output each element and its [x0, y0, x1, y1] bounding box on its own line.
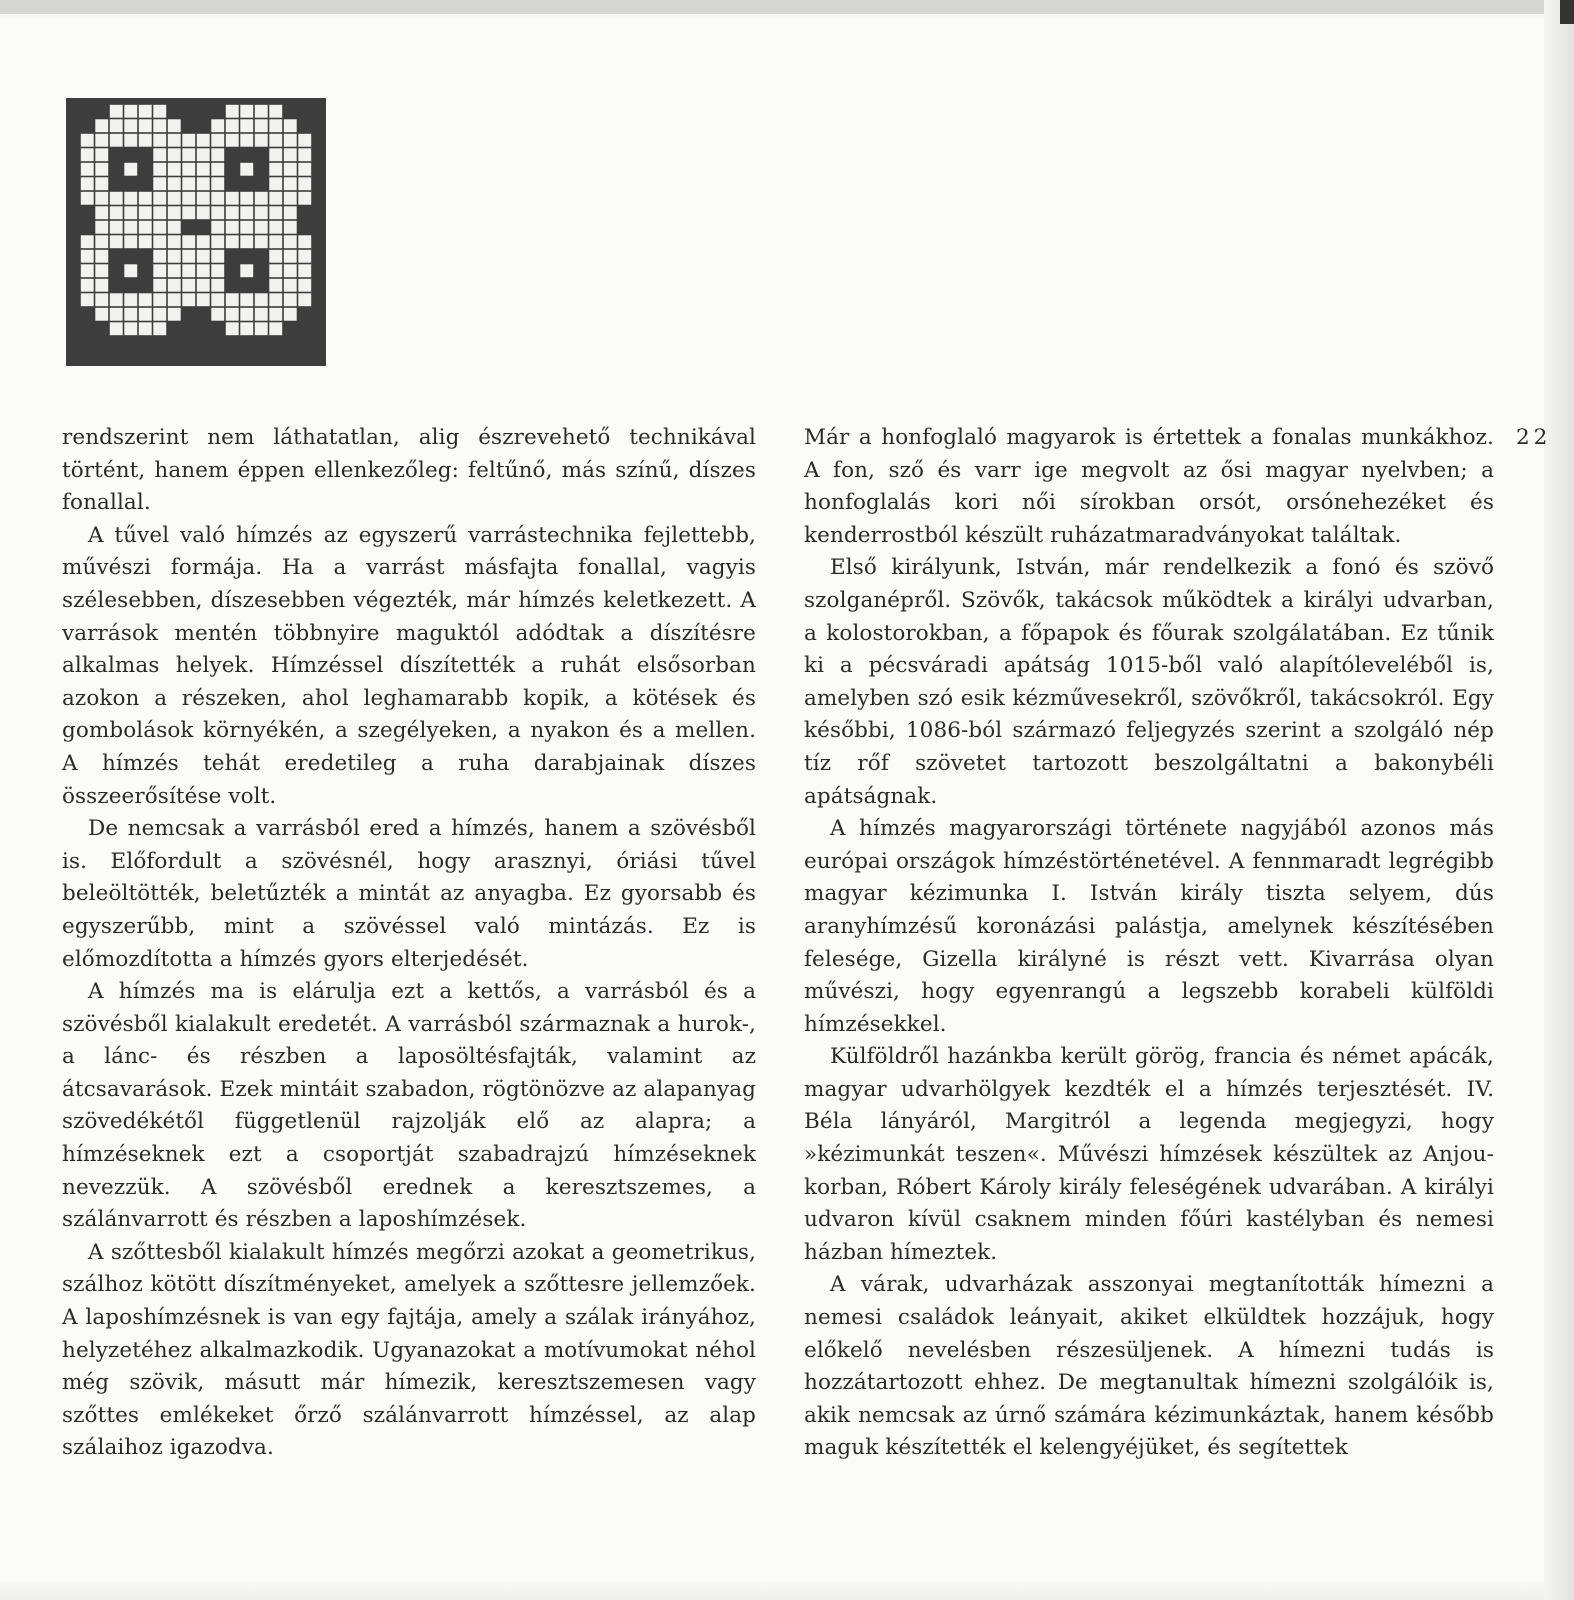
stitch-cell	[269, 192, 282, 205]
stitch-cell	[182, 264, 195, 277]
stitch-cell	[269, 279, 282, 292]
stitch-cell	[255, 293, 268, 306]
stitch-cell	[110, 293, 123, 306]
stitch-cell	[182, 250, 195, 263]
stitch-cell	[153, 308, 166, 321]
stitch-cell	[269, 163, 282, 176]
stitch-cell	[284, 308, 297, 321]
stitch-cell	[168, 250, 181, 263]
stitch-cell	[197, 235, 210, 248]
stitch-cell	[110, 105, 123, 118]
page-right-edge	[1544, 0, 1574, 1600]
stitch-cell	[240, 105, 253, 118]
stitch-cell	[269, 134, 282, 147]
stitch-cell	[110, 221, 123, 234]
stitch-cell	[95, 206, 108, 219]
stitch-cell	[197, 163, 210, 176]
stitch-cell	[110, 192, 123, 205]
stitch-cell	[298, 148, 311, 161]
stitch-cell	[284, 279, 297, 292]
stitch-cell	[255, 105, 268, 118]
stitch-cell	[269, 206, 282, 219]
stitch-cell	[269, 105, 282, 118]
paragraph: A hímzés ma is elárulja ezt a kettős, a varrásból és a szövésből kialakult eredetét. A varrásból származnak a hurok-, a lánc- és részben a laposöltésfajták, valamint az átcsavarások. Ezek mintáit szabadon, rögtönözve az alapanyag szövedékétől függetlenül rajzolják elő az alapra; a hímzéseknek ezt a csoportját szabadrajzú hímzéseknek nevezzük. A szövésből erednek a keresztszemes, a szálánvarrott és részben a laposhímzések.	[62, 979, 756, 1233]
stitch-cell	[139, 134, 152, 147]
stitch-cell	[95, 308, 108, 321]
stitch-cell	[81, 134, 94, 147]
stitch-cell	[139, 221, 152, 234]
stitch-cell	[182, 192, 195, 205]
stitch-cell	[110, 134, 123, 147]
stitch-cell	[255, 134, 268, 147]
stitch-cell	[139, 308, 152, 321]
stitch-cell	[240, 163, 253, 176]
stitch-cell	[81, 293, 94, 306]
stitch-cell	[211, 206, 224, 219]
stitch-cell	[182, 206, 195, 219]
stitch-cell	[153, 119, 166, 132]
stitch-cell	[153, 322, 166, 335]
stitch-cell	[182, 134, 195, 147]
stitch-cell	[269, 177, 282, 190]
stitch-cell	[197, 264, 210, 277]
stitch-cell	[153, 206, 166, 219]
stitch-cell	[139, 105, 152, 118]
stitch-cell	[182, 163, 195, 176]
stitch-cell	[81, 192, 94, 205]
stitch-cell	[298, 192, 311, 205]
stitch-cell	[168, 177, 181, 190]
stitch-cell	[240, 308, 253, 321]
stitch-cell	[168, 293, 181, 306]
stitch-cell	[168, 206, 181, 219]
stitch-cell	[95, 119, 108, 132]
stitch-cell	[240, 119, 253, 132]
stitch-cell	[298, 293, 311, 306]
paragraph: De nemcsak a varrásból ered a hímzés, hanem a szövésből is. Előfordult a szövésnél, hogy arasznyi, óriási tűvel beleöltötték, beletűzték a mintát az anyagba. Ez gyorsabb és egyszerűbb, mint a szövéssel való mintázás. Ez is előmozdította a hímzés gyors elterjedését.	[62, 816, 756, 972]
stitch-cell	[95, 221, 108, 234]
stitch-cell	[284, 264, 297, 277]
stitch-cell	[211, 119, 224, 132]
stitch-cell	[153, 221, 166, 234]
stitch-cell	[124, 293, 137, 306]
paragraph: A várak, udvarházak asszonyai megtanították hímezni a nemesi családok leányait, akiket elküldtek hozzájuk, hogy előkelő nevelésben részesüljenek. A hímezni tudás is hozzátartozott ehhez. De megtanultak hímezni szolgálóik is, akik nemcsak az úrnő számára kézimunkáztak, hanem később maguk készítették el kelengyéjüket, és segítettek	[804, 1272, 1494, 1461]
stitch-cell	[124, 235, 137, 248]
stitch-cell	[211, 192, 224, 205]
stitch-cell	[168, 221, 181, 234]
stitch-cell	[197, 148, 210, 161]
stitch-cell	[153, 235, 166, 248]
stitch-cell	[168, 119, 181, 132]
stitch-cell	[211, 221, 224, 234]
stitch-cell	[255, 308, 268, 321]
stitch-cell	[284, 119, 297, 132]
stitch-cell	[168, 163, 181, 176]
stitch-cell	[240, 206, 253, 219]
stitch-cell	[168, 134, 181, 147]
stitch-cell	[211, 279, 224, 292]
stitch-cell	[168, 279, 181, 292]
stitch-cell	[240, 235, 253, 248]
stitch-cell	[240, 192, 253, 205]
stitch-cell	[95, 192, 108, 205]
stitch-cell	[284, 235, 297, 248]
stitch-cell	[81, 264, 94, 277]
paragraph: Már a honfoglaló magyarok is értettek a fonalas munkákhoz. A fon, sző és varr ige megvolt az ősi magyar nyelvben; a honfoglalás kori női sírokban orsót, orsónehezéket és kenderrostból készült ruházatmaradványokat találtak.	[804, 425, 1494, 548]
stitch-cell	[226, 221, 239, 234]
stitch-cell	[226, 308, 239, 321]
stitch-cell	[81, 148, 94, 161]
stitch-cell	[240, 293, 253, 306]
stitch-cell	[124, 322, 137, 335]
stitch-cell	[226, 105, 239, 118]
stitch-cell	[211, 148, 224, 161]
stitch-cell	[269, 322, 282, 335]
stitch-cell	[95, 279, 108, 292]
left-text-column	[62, 422, 756, 1465]
stitch-cell	[255, 192, 268, 205]
stitch-cell	[226, 206, 239, 219]
stitch-cell	[153, 177, 166, 190]
stitch-cell	[168, 192, 181, 205]
stitch-cell	[168, 264, 181, 277]
stitch-cell	[255, 221, 268, 234]
stitch-cell	[211, 134, 224, 147]
page-top-edge	[0, 0, 1574, 14]
stitch-cell	[226, 192, 239, 205]
paragraph: A hímzés magyarországi története nagyjából azonos más európai országok hímzéstörténetével. A fennmaradt legrégibb magyar kézimunka I. István király tiszta selyem, dús aranyhímzésű koronázási palástja, amelynek készítésében felesége, Gizella királyné is részt vett. Kivarrása olyan művészi, hogy egyenrangú a legszebb korabeli külföldi hímzésekkel.	[804, 816, 1494, 1037]
stitch-cell	[153, 192, 166, 205]
cross-stitch-monogram-icon	[66, 98, 326, 366]
stitch-cell	[197, 293, 210, 306]
stitch-cell	[81, 279, 94, 292]
stitch-cell	[211, 177, 224, 190]
stitch-cell	[95, 134, 108, 147]
stitch-cell	[269, 148, 282, 161]
stitch-cell	[255, 235, 268, 248]
stitch-cell	[139, 119, 152, 132]
page-number: 22	[1516, 425, 1552, 450]
stitch-cell	[153, 148, 166, 161]
stitch-cell	[153, 250, 166, 263]
stitch-cell	[124, 308, 137, 321]
stitch-cell	[284, 250, 297, 263]
stitch-cell	[95, 163, 108, 176]
stitch-cell	[269, 264, 282, 277]
stitch-cell	[211, 293, 224, 306]
stitch-cell	[168, 308, 181, 321]
stitch-cell	[153, 264, 166, 277]
stitch-cell	[298, 264, 311, 277]
stitch-cell	[284, 192, 297, 205]
paragraph: rendszerint nem láthatatlan, alig észrevehető technikával történt, hanem éppen ellenkezőleg: feltűnő, más színű, díszes fonallal.	[62, 425, 756, 516]
stitch-cell	[226, 119, 239, 132]
stitch-cell	[110, 308, 123, 321]
stitch-cell	[182, 235, 195, 248]
paragraph: A tűvel való hímzés az egyszerű varrástechnika fejlettebb, művészi formája. Ha a varrást másfajta fonallal, vagyis szélesebben, díszesebben végezték, már hímzés keletkezett. A varrások mentén többnyire maguktól adódtak a díszítésre alkalmas helyek. Hímzéssel díszítették a ruhát elsősorban azokon a részeken, ahol leghamarabb kopik, a kötések és gombolások környékén, a szegélyeken, a nyakon és a mellen. A hímzés tehát eredetileg a ruha darabjainak díszes összeerősítése volt.	[62, 522, 756, 809]
stitch-cell	[226, 235, 239, 248]
stitch-cell	[124, 221, 137, 234]
stitch-cell	[182, 293, 195, 306]
stitch-cell	[211, 308, 224, 321]
stitch-cell	[95, 264, 108, 277]
stitch-cell	[240, 134, 253, 147]
stitch-cell	[240, 264, 253, 277]
paragraph: A szőttesből kialakult hímzés megőrzi azokat a geometrikus, szálhoz kötött díszítményeket, amelyek a szőttesre jellemzőek. A laposhímzésnek is van egy fajtája, amely a szálak irányához, helyzetéhez alkalmazkodik. Ugyanazokat a motívumokat néhol még szövik, másutt már hímezik, keresztszemesen vagy szőttes emlékeket őrző szálánvarrott hímzéssel, az alap szálaihoz igazodva.	[62, 1239, 756, 1461]
stitch-cell	[182, 177, 195, 190]
stitch-cell	[298, 250, 311, 263]
stitch-cell	[226, 134, 239, 147]
stitch-cell	[139, 293, 152, 306]
paragraph: Első királyunk, István, már rendelkezik a fonó és szövő szolganépről. Szövők, takácsok működtek a királyi udvarban, a kolostorokban, a főpapok és főurak szolgálatában. Ez tűnik ki a pécsváradi apátság 1015-ből való alapítóleveléből is, amelyben szó esik kézművesekről, szövőkről, takácsokról. Egy későbbi, 1086-ból származó feljegyzés szerint a szolgáló nép tíz rőf szövetet tartozott beszolgáltatni a bakonybéli apátságnak.	[804, 555, 1494, 809]
stitch-cell	[211, 264, 224, 277]
stitch-cell	[269, 293, 282, 306]
stitch-cell	[197, 250, 210, 263]
stitch-cell	[139, 322, 152, 335]
stitch-cell	[197, 134, 210, 147]
stitch-cell	[110, 206, 123, 219]
stitch-cell	[197, 206, 210, 219]
stitch-cell	[298, 279, 311, 292]
stitch-cell	[298, 235, 311, 248]
stitch-cell	[197, 192, 210, 205]
stitch-cell	[81, 177, 94, 190]
stitch-cell	[197, 177, 210, 190]
stitch-cell	[298, 134, 311, 147]
stitch-cell	[110, 235, 123, 248]
stitch-cell	[284, 293, 297, 306]
stitch-cell	[81, 235, 94, 248]
page-corner-shadow	[1560, 0, 1574, 24]
stitch-cell	[124, 134, 137, 147]
stitch-cell	[153, 163, 166, 176]
stitch-cell	[124, 264, 137, 277]
stitch-cell	[81, 250, 94, 263]
stitch-cell	[298, 163, 311, 176]
stitch-cell	[95, 250, 108, 263]
stitch-cell	[139, 206, 152, 219]
stitch-cell	[240, 322, 253, 335]
stitch-cell	[95, 235, 108, 248]
stitch-cell	[284, 221, 297, 234]
stitch-cell	[182, 279, 195, 292]
stitch-cell	[124, 206, 137, 219]
stitch-cell	[284, 163, 297, 176]
stitch-cell	[284, 148, 297, 161]
stitch-cell	[139, 192, 152, 205]
stitch-cell	[269, 221, 282, 234]
stitch-cell	[240, 221, 253, 234]
stitch-cell	[269, 308, 282, 321]
stitch-cell	[153, 293, 166, 306]
ornament-grid	[80, 104, 312, 360]
stitch-cell	[124, 119, 137, 132]
stitch-cell	[182, 148, 195, 161]
right-text-column	[804, 422, 1494, 1465]
stitch-cell	[81, 163, 94, 176]
stitch-cell	[168, 235, 181, 248]
stitch-cell	[226, 293, 239, 306]
stitch-cell	[153, 105, 166, 118]
stitch-cell	[95, 148, 108, 161]
stitch-cell	[168, 148, 181, 161]
stitch-cell	[211, 235, 224, 248]
stitch-cell	[284, 206, 297, 219]
paragraph: Külföldről hazánkba került görög, francia és német apácák, magyar udvarhölgyek kezdték el a hímzés terjesztését. IV. Béla lányáról, Margitról a legenda megjegyzi, hogy »kézimunkát teszen«. Művészi hímzések készültek az Anjou-korban, Róbert Károly király feleségének udvarában. A királyi udvaron kívül csaknem minden főúri kastélyban és nemesi házban hímeztek.	[804, 1044, 1494, 1265]
stitch-cell	[298, 177, 311, 190]
stitch-cell	[124, 163, 137, 176]
stitch-cell	[269, 235, 282, 248]
stitch-cell	[139, 235, 152, 248]
stitch-cell	[110, 322, 123, 335]
stitch-cell	[226, 322, 239, 335]
stitch-cell	[153, 279, 166, 292]
stitch-cell	[124, 192, 137, 205]
stitch-cell	[95, 177, 108, 190]
stitch-cell	[255, 119, 268, 132]
stitch-cell	[255, 206, 268, 219]
stitch-cell	[95, 293, 108, 306]
stitch-cell	[284, 134, 297, 147]
stitch-cell	[124, 105, 137, 118]
stitch-cell	[284, 177, 297, 190]
stitch-cell	[211, 250, 224, 263]
stitch-cell	[153, 134, 166, 147]
stitch-cell	[197, 279, 210, 292]
stitch-cell	[269, 250, 282, 263]
stitch-cell	[255, 322, 268, 335]
stitch-cell	[269, 119, 282, 132]
stitch-cell	[211, 163, 224, 176]
stitch-cell	[110, 119, 123, 132]
